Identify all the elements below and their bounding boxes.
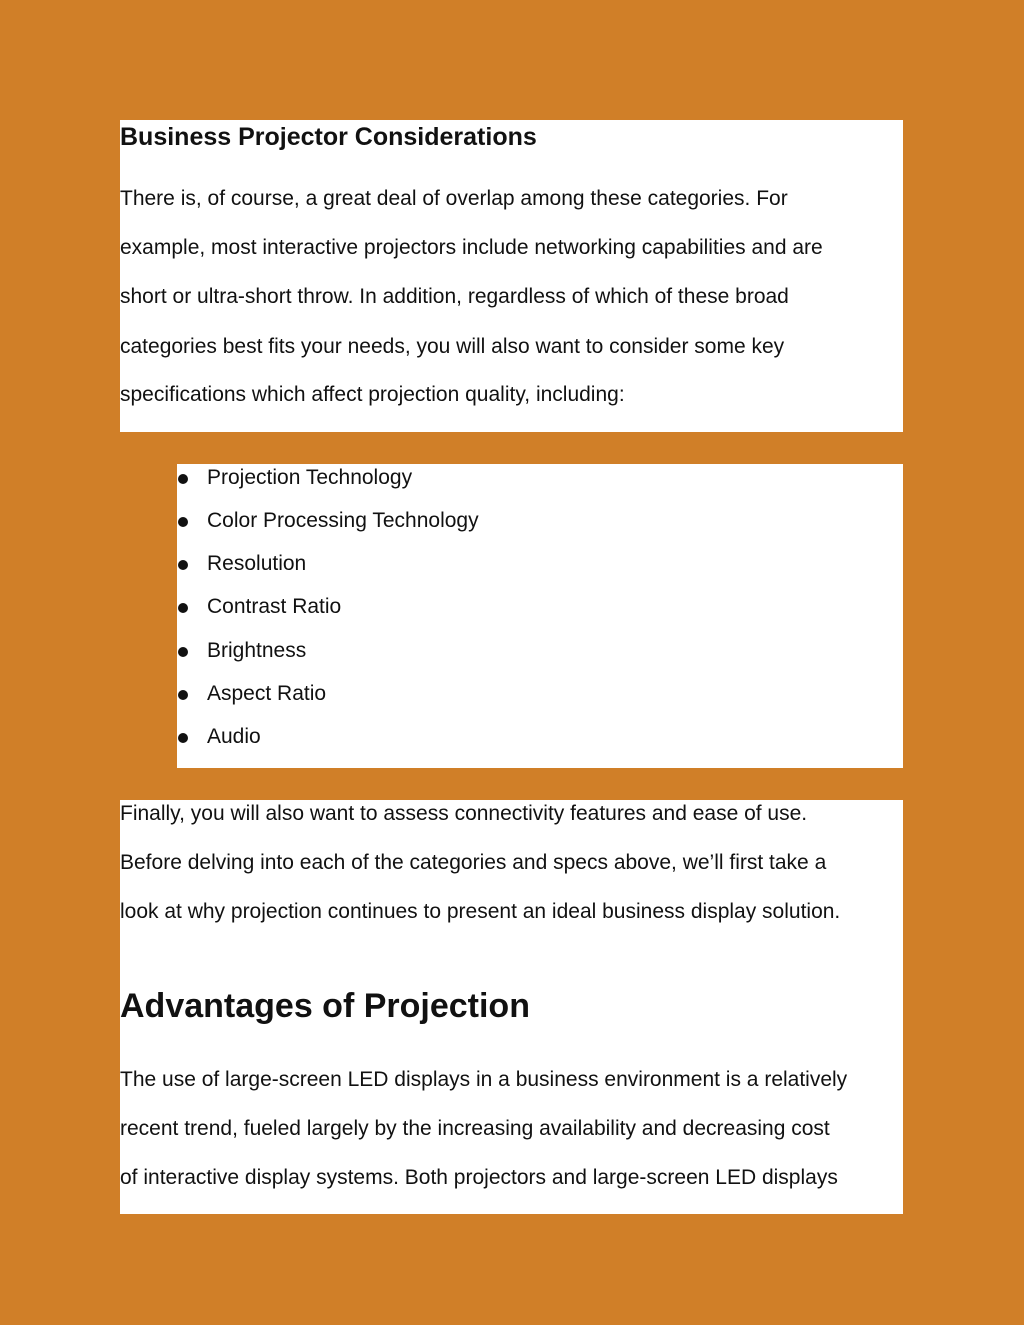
bullet-icon xyxy=(178,690,188,700)
paragraph-line: Before delving into each of the categories and specs above, we’ll first take a xyxy=(120,851,827,874)
paragraph-line: There is, of course, a great deal of overlap among these categories. For xyxy=(120,187,788,210)
paragraph-line: example, most interactive projectors include networking capabilities and are xyxy=(120,236,823,259)
paragraph-line: recent trend, fueled largely by the increasing availability and decreasing cost xyxy=(120,1117,830,1140)
bullet-icon xyxy=(178,647,188,657)
bullet-icon xyxy=(178,603,188,613)
list-item-label: Resolution xyxy=(207,552,307,575)
bullet-icon xyxy=(178,733,188,743)
advantages-heading: Advantages of Projection xyxy=(120,987,530,1025)
list-item-label: Brightness xyxy=(207,639,307,662)
spec-list xyxy=(177,464,903,768)
list-item-label: Audio xyxy=(207,725,261,748)
section-heading: Business Projector Considerations xyxy=(120,123,537,151)
closing-section xyxy=(120,800,903,1214)
paragraph-line: of interactive display systems. Both projectors and large-screen LED displays xyxy=(120,1166,838,1189)
list-item-label: Contrast Ratio xyxy=(207,595,342,618)
list-item-label: Aspect Ratio xyxy=(207,682,327,705)
paragraph-line: categories best fits your needs, you will also want to consider some key xyxy=(120,335,785,358)
paragraph-line: short or ultra-short throw. In addition, regardless of which of these broad xyxy=(120,285,789,308)
bullet-icon xyxy=(178,517,188,527)
intro-section xyxy=(120,120,903,432)
bullet-icon xyxy=(178,560,188,570)
paragraph-line: specifications which affect projection quality, including: xyxy=(120,383,625,406)
paragraph-line: Finally, you will also want to assess connectivity features and ease of use. xyxy=(120,802,808,825)
list-item-label: Projection Technology xyxy=(207,466,413,489)
paragraph-line: look at why projection continues to present an ideal business display solution. xyxy=(120,900,841,923)
paragraph-line: The use of large-screen LED displays in a business environment is a relatively xyxy=(120,1068,848,1091)
bullet-icon xyxy=(178,474,188,484)
list-item-label: Color Processing Technology xyxy=(207,509,479,532)
